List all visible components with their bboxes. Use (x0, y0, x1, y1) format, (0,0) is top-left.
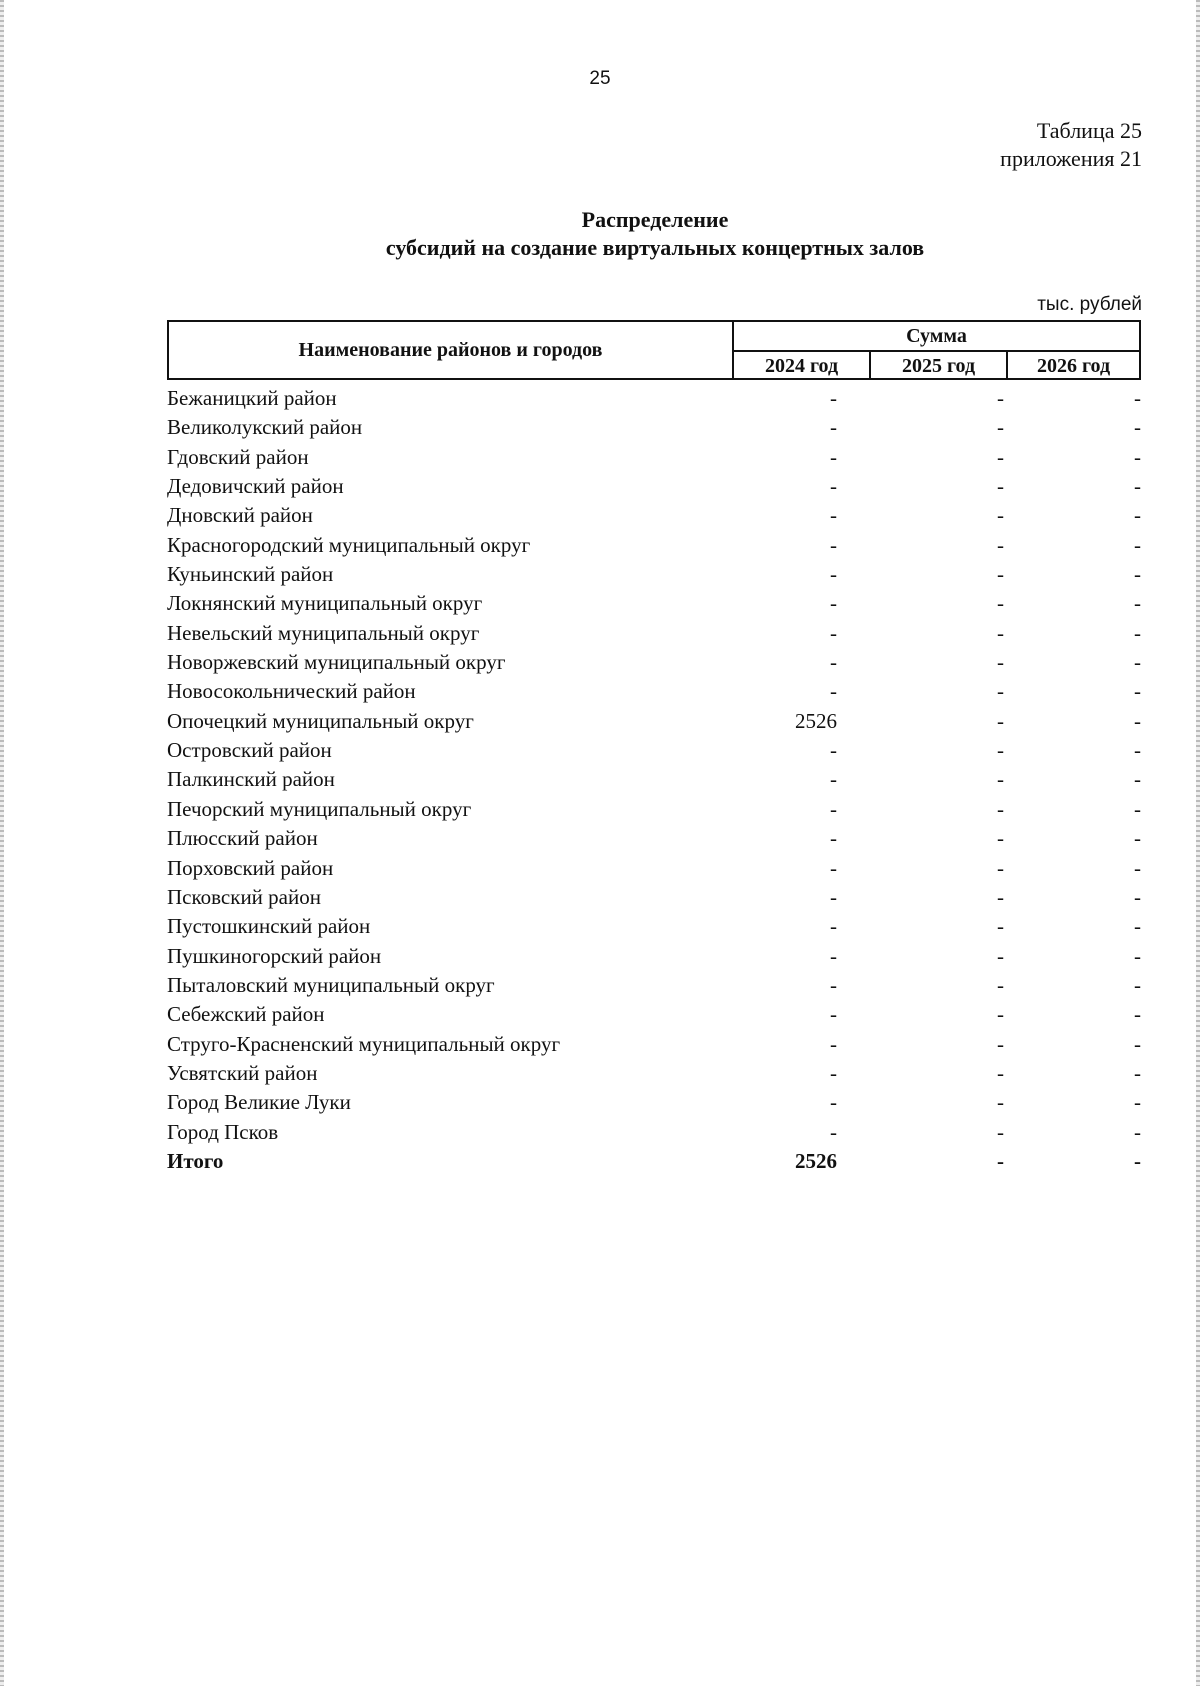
table-row (167, 736, 1141, 765)
cell-2024: - (830, 1119, 837, 1144)
table-row (167, 1000, 1141, 1029)
total-row (167, 1147, 1141, 1176)
cell-2024: - (830, 855, 837, 880)
cell-2026: - (1134, 1148, 1141, 1173)
cell-2024: - (830, 972, 837, 997)
cell-2026: - (1134, 1031, 1141, 1056)
table-reference (1000, 117, 1142, 173)
table-row (167, 971, 1141, 1000)
cell-2025: - (997, 826, 1004, 851)
cell-name: Гдовский район (167, 444, 309, 469)
cell-2026: - (1134, 679, 1141, 704)
table-row (167, 560, 1141, 589)
cell-name: Город Великие Луки (167, 1090, 351, 1115)
cell-2025: - (997, 884, 1004, 909)
unit-label: тыс. рублей (1037, 294, 1142, 315)
cell-name: Плюсский район (167, 826, 318, 851)
cell-name: Палкинский район (167, 767, 335, 792)
cell-2024: - (830, 796, 837, 821)
cell-2026: - (1134, 474, 1141, 499)
cell-2026: - (1134, 1119, 1141, 1144)
cell-2025: - (997, 415, 1004, 440)
cell-2025: - (997, 503, 1004, 528)
cell-name: Великолукский район (167, 415, 363, 440)
cell-name: Порховский район (167, 855, 334, 880)
table-row (167, 443, 1141, 472)
table-row (167, 501, 1141, 530)
cell-2025: - (997, 1119, 1004, 1144)
cell-name: Куньинский район (167, 562, 334, 587)
table-row (167, 413, 1141, 442)
header-year-2026: 2026 год (1036, 354, 1111, 377)
cell-name: Струго-Красненский муниципальный округ (167, 1031, 561, 1056)
cell-2026: - (1134, 738, 1141, 763)
cell-name: Псковский район (167, 884, 321, 909)
cell-name: Печорский муниципальный округ (167, 796, 472, 821)
table-row (167, 765, 1141, 794)
page-number: 25 (589, 68, 611, 89)
cell-2026: - (1134, 620, 1141, 645)
cell-name: Островский район (167, 738, 332, 763)
cell-2025: - (997, 738, 1004, 763)
table-reference-line1: Таблица 25 (1036, 118, 1142, 143)
cell-2024: 2526 (795, 708, 837, 733)
cell-name: Бежаницкий район (167, 386, 337, 410)
cell-2025: - (997, 1148, 1004, 1173)
cell-2024: - (830, 738, 837, 763)
cell-2024: - (830, 591, 837, 616)
cell-2025: - (997, 650, 1004, 675)
cell-name: Невельский муниципальный округ (167, 620, 480, 645)
cell-2026: - (1134, 562, 1141, 587)
cell-2025: - (997, 474, 1004, 499)
cell-2026: - (1134, 708, 1141, 733)
cell-2026: - (1134, 796, 1141, 821)
cell-2025: - (997, 532, 1004, 557)
cell-2026: - (1134, 503, 1141, 528)
cell-2025: - (997, 914, 1004, 939)
cell-2026: - (1134, 855, 1141, 880)
cell-name: Дедовичский район (167, 474, 344, 499)
cell-2025: - (997, 386, 1004, 410)
cell-2024: 2526 (795, 1148, 837, 1173)
cell-2026: - (1134, 532, 1141, 557)
cell-name: Новоржевский муниципальный округ (167, 650, 506, 675)
cell-2026: - (1134, 415, 1141, 440)
cell-2024: - (830, 943, 837, 968)
cell-2026: - (1134, 943, 1141, 968)
table-row (167, 472, 1141, 501)
cell-2026: - (1134, 1002, 1141, 1027)
cell-2025: - (997, 591, 1004, 616)
table-row (167, 795, 1141, 824)
cell-2024: - (830, 1031, 837, 1056)
cell-2025: - (997, 1060, 1004, 1085)
cell-2025: - (997, 796, 1004, 821)
cell-2026: - (1134, 1090, 1141, 1115)
cell-2026: - (1134, 884, 1141, 909)
table-body (167, 384, 1141, 1176)
table-row (167, 619, 1141, 648)
table-row (167, 707, 1141, 736)
cell-name: Усвятский район (167, 1060, 318, 1085)
table-row (167, 942, 1141, 971)
table-row (167, 883, 1141, 912)
cell-2025: - (997, 972, 1004, 997)
cell-name: Новосокольнический район (167, 679, 416, 704)
cell-2024: - (830, 1090, 837, 1115)
cell-name: Итого (167, 1148, 224, 1173)
table-row (167, 1059, 1141, 1088)
cell-2025: - (997, 855, 1004, 880)
header-year-2025: 2025 год (871, 352, 1008, 380)
cell-2026: - (1134, 972, 1141, 997)
table-row (167, 1118, 1141, 1147)
cell-name: Локнянский муниципальный округ (167, 591, 483, 616)
cell-2025: - (997, 1031, 1004, 1056)
cell-2024: - (830, 386, 837, 410)
table-row (167, 1030, 1141, 1059)
cell-2025: - (997, 767, 1004, 792)
table-row (167, 912, 1141, 941)
cell-2024: - (830, 650, 837, 675)
cell-2025: - (997, 708, 1004, 733)
cell-2024: - (830, 503, 837, 528)
cell-2026: - (1134, 767, 1141, 792)
cell-2024: - (830, 767, 837, 792)
cell-2026: - (1134, 591, 1141, 616)
cell-2024: - (830, 532, 837, 557)
cell-2024: - (830, 914, 837, 939)
table-row (167, 531, 1141, 560)
cell-2026: - (1134, 444, 1141, 469)
cell-2026: - (1134, 826, 1141, 851)
header-name-column: Наименование районов и городов (169, 322, 734, 378)
cell-name: Опочецкий муниципальный округ (167, 708, 474, 733)
cell-2024: - (830, 1002, 837, 1027)
cell-2026: - (1134, 386, 1141, 410)
table-row (167, 589, 1141, 618)
cell-2024: - (830, 474, 837, 499)
table-row (167, 1088, 1141, 1117)
table-row (167, 384, 1141, 413)
cell-name: Себежский район (167, 1002, 325, 1027)
cell-2024: - (830, 884, 837, 909)
cell-name: Пушкиногорский район (167, 943, 382, 968)
cell-2025: - (997, 1002, 1004, 1027)
table-header (167, 320, 1141, 380)
cell-2024: - (830, 679, 837, 704)
cell-name: Пыталовский муниципальный округ (167, 972, 495, 997)
title-line2: субсидий на создание виртуальных концертных залов (385, 235, 925, 260)
cell-2024: - (830, 620, 837, 645)
cell-2025: - (997, 679, 1004, 704)
table-row (167, 824, 1141, 853)
cell-2026: - (1134, 650, 1141, 675)
document-title (0, 206, 1200, 262)
header-year-2024: 2024 год (734, 352, 871, 380)
cell-2024: - (830, 826, 837, 851)
cell-name: Город Псков (167, 1119, 279, 1144)
table-row (167, 677, 1141, 706)
title-line1: Распределение (581, 207, 729, 232)
cell-2024: - (830, 444, 837, 469)
table-row (167, 648, 1141, 677)
cell-2025: - (997, 620, 1004, 645)
header-sum: Сумма (734, 322, 1139, 352)
cell-2024: - (830, 1060, 837, 1085)
table-row (167, 854, 1141, 883)
cell-2026: - (1134, 914, 1141, 939)
cell-name: Дновский район (167, 503, 313, 528)
cell-2025: - (997, 444, 1004, 469)
cell-2025: - (997, 562, 1004, 587)
cell-2025: - (997, 943, 1004, 968)
cell-2024: - (830, 415, 837, 440)
cell-2026: - (1134, 1060, 1141, 1085)
cell-name: Пустошкинский район (167, 914, 371, 939)
table-reference-line2: приложения 21 (1000, 146, 1142, 171)
cell-2024: - (830, 562, 837, 587)
cell-name: Красногородский муниципальный округ (167, 532, 531, 557)
cell-2025: - (997, 1090, 1004, 1115)
